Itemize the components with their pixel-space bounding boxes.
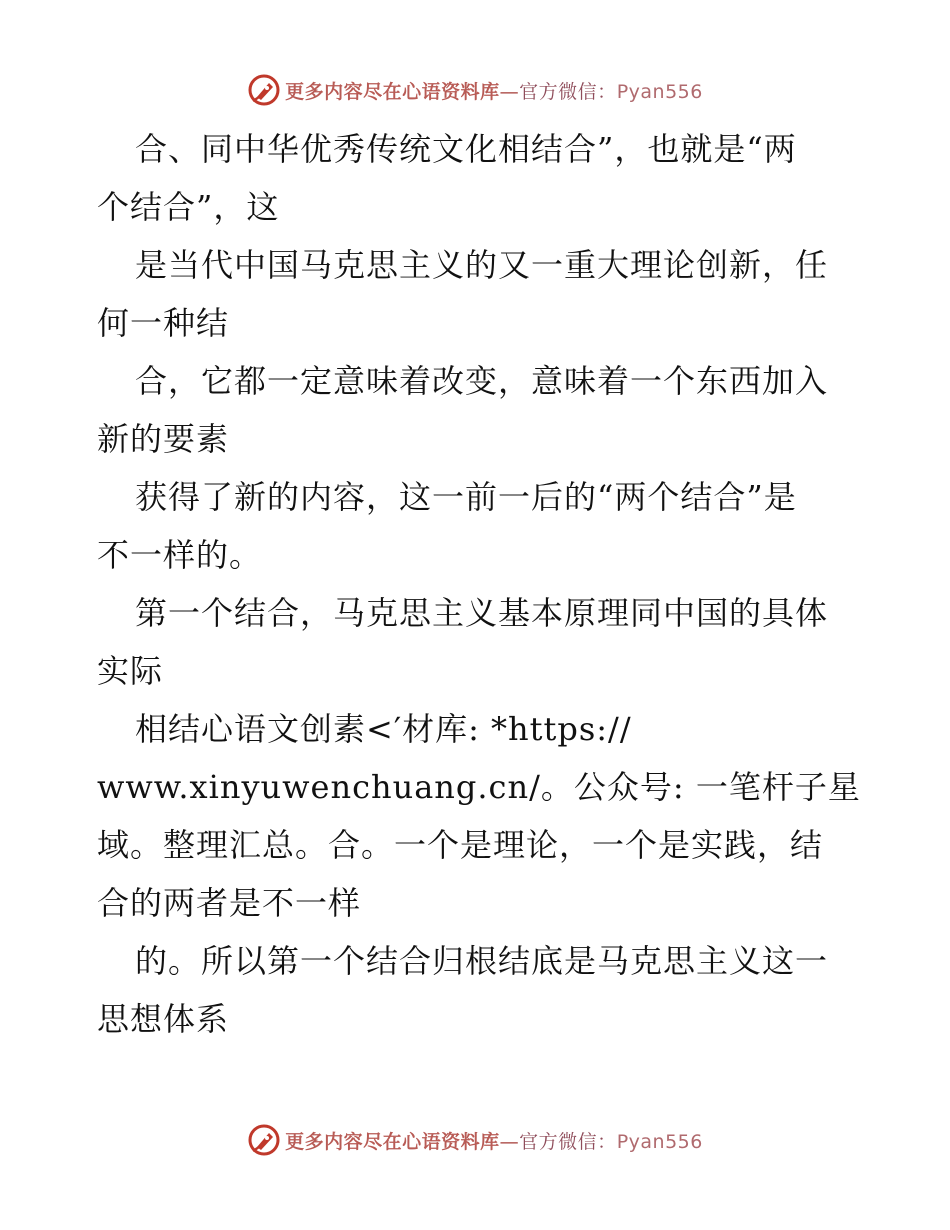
text-line: 个结合”，这 — [97, 188, 280, 226]
text-line: 思想体系 — [97, 1000, 230, 1038]
pen-nib-circle-icon — [247, 73, 281, 107]
text-line: www.xinyuwenchuang.cn/。公众号: 一笔杆子星 — [97, 768, 861, 806]
banner-wechat-id: Pyan556 — [616, 80, 703, 103]
text-line: 合的两者是不一样 — [97, 884, 362, 922]
text-line: 相结心语文创素<′材库: *https:// — [135, 710, 632, 748]
text-line: 新的要素 — [97, 420, 230, 458]
footer-banner — [0, 1120, 950, 1160]
text-line: 实际 — [97, 652, 164, 690]
text-line: 获得了新的内容，这一前一后的“两个结合”是 — [135, 478, 797, 516]
banner-main-text: 更多内容尽在心语资料库 — [285, 1130, 500, 1153]
text-line: 合，它都一定意味着改变，意味着一个东西加入 — [135, 362, 829, 400]
banner-wechat-label: 官方微信： — [519, 80, 617, 103]
banner-wechat-id: Pyan556 — [616, 1130, 703, 1153]
text-line: 合、同中华优秀传统文化相结合”，也就是“两 — [135, 130, 797, 168]
text-line: 是当代中国马克思主义的又一重大理论创新，任 — [135, 246, 829, 284]
pen-nib-circle-icon — [247, 1123, 281, 1157]
text-line: 的。所以第一个结合归根结底是马克思主义这一 — [135, 942, 829, 980]
header-banner — [0, 70, 950, 110]
banner-text — [285, 77, 703, 104]
banner-dash: — — [499, 80, 520, 103]
document-body — [97, 120, 861, 1048]
banner-main-text: 更多内容尽在心语资料库 — [285, 80, 500, 103]
text-line: 第一个结合，马克思主义基本原理同中国的具体 — [135, 594, 829, 632]
text-line: 不一样的。 — [97, 536, 263, 574]
banner-wechat-label: 官方微信： — [519, 1130, 617, 1153]
text-line: 何一种结 — [97, 304, 230, 342]
banner-text — [285, 1127, 703, 1154]
banner-dash: — — [499, 1130, 520, 1153]
text-line: 域。整理汇总。合。一个是理论，一个是实践，结 — [97, 826, 824, 864]
